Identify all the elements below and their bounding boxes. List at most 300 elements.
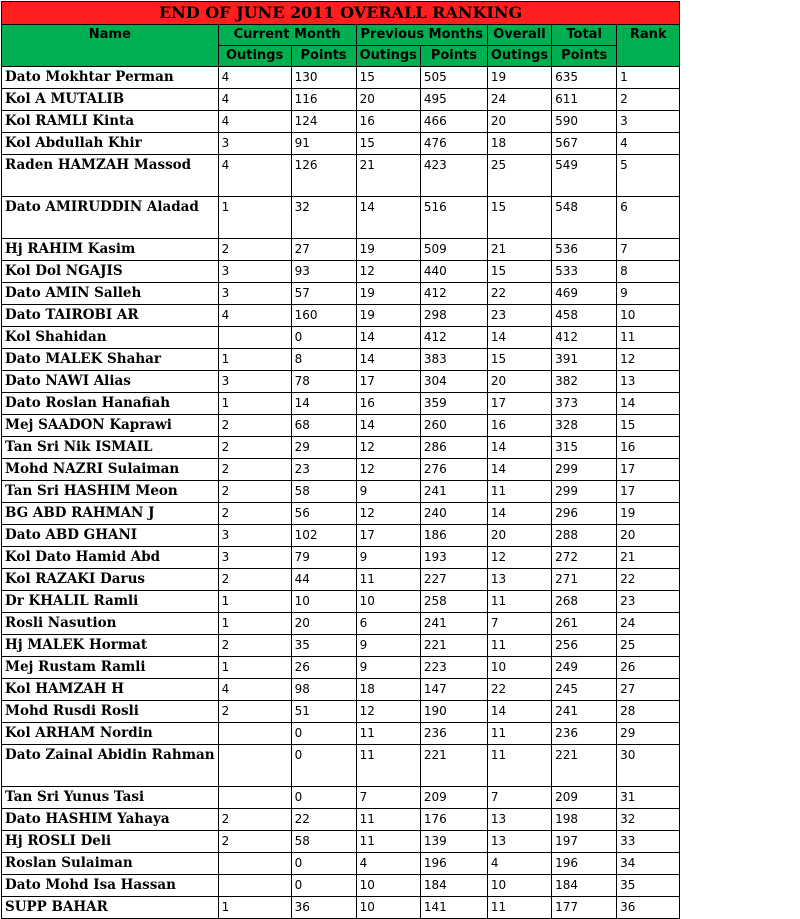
previous-months-points-cell: 412 (420, 327, 487, 349)
table-row (2, 415, 680, 437)
table-row (2, 591, 680, 613)
table-row (2, 679, 680, 701)
table-row (2, 133, 680, 155)
player-name-cell: Kol Dol NGAJIS (2, 261, 219, 283)
rank-cell: 28 (617, 701, 680, 723)
current-month-outings-cell: 4 (218, 155, 291, 197)
total-points-cell: 236 (552, 723, 617, 745)
current-month-outings-cell: 2 (218, 415, 291, 437)
previous-months-points-cell: 304 (420, 371, 487, 393)
header-current-month: Current Month (218, 25, 356, 46)
current-month-points-cell: 35 (291, 635, 356, 657)
previous-months-points-cell: 359 (420, 393, 487, 415)
rank-cell: 9 (617, 283, 680, 305)
current-month-points-cell: 8 (291, 349, 356, 371)
overall-outings-cell: 14 (487, 437, 551, 459)
current-month-outings-cell: 2 (218, 809, 291, 831)
player-name-cell: Hj RAHIM Kasim (2, 239, 219, 261)
table-row (2, 349, 680, 371)
rank-cell: 32 (617, 809, 680, 831)
player-name-cell: Dato ABD GHANI (2, 525, 219, 547)
previous-months-points-cell: 440 (420, 261, 487, 283)
current-month-outings-cell: 2 (218, 503, 291, 525)
previous-months-outings-cell: 10 (356, 897, 420, 919)
current-month-outings-cell: 1 (218, 349, 291, 371)
current-month-points-cell: 102 (291, 525, 356, 547)
current-month-points-cell: 57 (291, 283, 356, 305)
overall-outings-cell: 11 (487, 481, 551, 503)
previous-months-points-cell: 209 (420, 787, 487, 809)
total-points-cell: 458 (552, 305, 617, 327)
current-month-outings-cell: 2 (218, 481, 291, 503)
previous-months-outings-cell: 11 (356, 831, 420, 853)
table-row (2, 67, 680, 89)
previous-months-points-cell: 412 (420, 283, 487, 305)
current-month-outings-cell: 2 (218, 831, 291, 853)
previous-months-points-cell: 221 (420, 745, 487, 787)
current-month-points-cell: 56 (291, 503, 356, 525)
player-name-cell: SUPP BAHAR (2, 897, 219, 919)
previous-months-points-cell: 193 (420, 547, 487, 569)
table-row (2, 197, 680, 239)
current-month-outings-cell (218, 745, 291, 787)
previous-months-outings-cell: 12 (356, 503, 420, 525)
current-month-points-cell: 124 (291, 111, 356, 133)
overall-outings-cell: 4 (487, 853, 551, 875)
previous-months-outings-cell: 19 (356, 239, 420, 261)
current-month-outings-cell: 2 (218, 701, 291, 723)
player-name-cell: Dato NAWI Alias (2, 371, 219, 393)
overall-outings-cell: 21 (487, 239, 551, 261)
previous-months-outings-cell: 16 (356, 111, 420, 133)
table-row (2, 897, 680, 919)
total-points-cell: 256 (552, 635, 617, 657)
overall-outings-cell: 14 (487, 503, 551, 525)
total-points-cell: 549 (552, 155, 617, 197)
previous-months-outings-cell: 7 (356, 787, 420, 809)
table-row (2, 613, 680, 635)
total-points-cell: 177 (552, 897, 617, 919)
previous-months-outings-cell: 15 (356, 133, 420, 155)
rank-cell: 7 (617, 239, 680, 261)
overall-outings-cell: 20 (487, 525, 551, 547)
overall-outings-cell: 11 (487, 591, 551, 613)
total-points-cell: 382 (552, 371, 617, 393)
overall-outings-cell: 7 (487, 613, 551, 635)
rank-cell: 10 (617, 305, 680, 327)
overall-outings-cell: 22 (487, 679, 551, 701)
overall-outings-cell: 19 (487, 67, 551, 89)
player-name-cell: Kol Shahidan (2, 327, 219, 349)
table-row (2, 283, 680, 305)
previous-months-outings-cell: 19 (356, 305, 420, 327)
table-row (2, 305, 680, 327)
overall-outings-cell: 11 (487, 745, 551, 787)
previous-months-points-cell: 258 (420, 591, 487, 613)
previous-months-points-cell: 298 (420, 305, 487, 327)
rank-cell: 16 (617, 437, 680, 459)
overall-outings-cell: 11 (487, 897, 551, 919)
total-points-cell: 197 (552, 831, 617, 853)
header-rank: Rank (617, 25, 680, 67)
header-total-points: Points (552, 46, 617, 67)
current-month-outings-cell: 2 (218, 437, 291, 459)
previous-months-outings-cell: 14 (356, 197, 420, 239)
current-month-outings-cell: 2 (218, 635, 291, 657)
current-month-outings-cell (218, 853, 291, 875)
player-name-cell: Dr KHALIL Ramli (2, 591, 219, 613)
current-month-points-cell: 98 (291, 679, 356, 701)
player-name-cell: Mej SAADON Kaprawi (2, 415, 219, 437)
overall-outings-cell: 25 (487, 155, 551, 197)
overall-outings-cell: 20 (487, 371, 551, 393)
overall-outings-cell: 12 (487, 547, 551, 569)
current-month-outings-cell: 3 (218, 525, 291, 547)
current-month-outings-cell: 4 (218, 679, 291, 701)
overall-outings-cell: 10 (487, 875, 551, 897)
total-points-cell: 567 (552, 133, 617, 155)
current-month-outings-cell (218, 787, 291, 809)
rank-cell: 25 (617, 635, 680, 657)
current-month-points-cell: 78 (291, 371, 356, 393)
current-month-points-cell: 26 (291, 657, 356, 679)
total-points-cell: 299 (552, 481, 617, 503)
total-points-cell: 249 (552, 657, 617, 679)
overall-outings-cell: 15 (487, 261, 551, 283)
player-name-cell: Mohd NAZRI Sulaiman (2, 459, 219, 481)
overall-outings-cell: 13 (487, 831, 551, 853)
total-points-cell: 196 (552, 853, 617, 875)
table-row (2, 111, 680, 133)
previous-months-outings-cell: 17 (356, 525, 420, 547)
current-month-points-cell: 0 (291, 723, 356, 745)
player-name-cell: Kol A MUTALIB (2, 89, 219, 111)
current-month-outings-cell: 1 (218, 657, 291, 679)
rank-cell: 31 (617, 787, 680, 809)
current-month-outings-cell: 3 (218, 133, 291, 155)
current-month-points-cell: 0 (291, 875, 356, 897)
player-name-cell: Hj MALEK Hormat (2, 635, 219, 657)
previous-months-outings-cell: 11 (356, 745, 420, 787)
previous-months-outings-cell: 11 (356, 809, 420, 831)
rank-cell: 24 (617, 613, 680, 635)
overall-outings-cell: 11 (487, 723, 551, 745)
player-name-cell: Raden HAMZAH Massod (2, 155, 219, 197)
total-points-cell: 299 (552, 459, 617, 481)
previous-months-points-cell: 190 (420, 701, 487, 723)
previous-months-points-cell: 186 (420, 525, 487, 547)
rank-cell: 6 (617, 197, 680, 239)
rank-cell: 11 (617, 327, 680, 349)
rank-cell: 4 (617, 133, 680, 155)
overall-outings-cell: 13 (487, 569, 551, 591)
previous-months-outings-cell: 9 (356, 635, 420, 657)
previous-months-points-cell: 509 (420, 239, 487, 261)
current-month-outings-cell (218, 327, 291, 349)
previous-months-points-cell: 141 (420, 897, 487, 919)
player-name-cell: Tan Sri HASHIM Meon (2, 481, 219, 503)
table-row (2, 239, 680, 261)
player-name-cell: Dato Roslan Hanafiah (2, 393, 219, 415)
header-overall-outings: Outings (487, 46, 551, 67)
player-name-cell: Kol Abdullah Khir (2, 133, 219, 155)
current-month-points-cell: 23 (291, 459, 356, 481)
header-pm-points: Points (420, 46, 487, 67)
previous-months-points-cell: 236 (420, 723, 487, 745)
current-month-points-cell: 36 (291, 897, 356, 919)
current-month-points-cell: 58 (291, 831, 356, 853)
rank-cell: 3 (617, 111, 680, 133)
overall-outings-cell: 18 (487, 133, 551, 155)
previous-months-points-cell: 476 (420, 133, 487, 155)
total-points-cell: 209 (552, 787, 617, 809)
rank-cell: 20 (617, 525, 680, 547)
rank-cell: 27 (617, 679, 680, 701)
previous-months-points-cell: 223 (420, 657, 487, 679)
previous-months-points-cell: 495 (420, 89, 487, 111)
total-points-cell: 261 (552, 613, 617, 635)
current-month-points-cell: 51 (291, 701, 356, 723)
previous-months-outings-cell: 11 (356, 569, 420, 591)
header-name: Name (2, 25, 219, 67)
current-month-outings-cell: 2 (218, 569, 291, 591)
rank-cell: 13 (617, 371, 680, 393)
total-points-cell: 373 (552, 393, 617, 415)
previous-months-points-cell: 196 (420, 853, 487, 875)
overall-outings-cell: 7 (487, 787, 551, 809)
previous-months-points-cell: 221 (420, 635, 487, 657)
rank-cell: 19 (617, 503, 680, 525)
table-row (2, 371, 680, 393)
total-points-cell: 288 (552, 525, 617, 547)
previous-months-points-cell: 176 (420, 809, 487, 831)
rank-cell: 5 (617, 155, 680, 197)
current-month-outings-cell: 2 (218, 459, 291, 481)
rank-cell: 17 (617, 459, 680, 481)
player-name-cell: Dato Mohd Isa Hassan (2, 875, 219, 897)
player-name-cell: Dato HASHIM Yahaya (2, 809, 219, 831)
rank-cell: 30 (617, 745, 680, 787)
current-month-outings-cell: 1 (218, 197, 291, 239)
rank-cell: 2 (617, 89, 680, 111)
previous-months-points-cell: 241 (420, 613, 487, 635)
rank-cell: 22 (617, 569, 680, 591)
rank-cell: 34 (617, 853, 680, 875)
table-row (2, 89, 680, 111)
current-month-points-cell: 0 (291, 787, 356, 809)
total-points-cell: 412 (552, 327, 617, 349)
sheet-title: END OF JUNE 2011 OVERALL RANKING (2, 2, 680, 25)
rank-cell: 35 (617, 875, 680, 897)
previous-months-outings-cell: 10 (356, 875, 420, 897)
current-month-points-cell: 0 (291, 853, 356, 875)
table-row (2, 547, 680, 569)
total-points-cell: 635 (552, 67, 617, 89)
total-points-cell: 198 (552, 809, 617, 831)
total-points-cell: 272 (552, 547, 617, 569)
previous-months-points-cell: 423 (420, 155, 487, 197)
header-previous-months: Previous Months (356, 25, 487, 46)
current-month-points-cell: 0 (291, 327, 356, 349)
current-month-points-cell: 91 (291, 133, 356, 155)
current-month-points-cell: 116 (291, 89, 356, 111)
rank-cell: 26 (617, 657, 680, 679)
previous-months-outings-cell: 18 (356, 679, 420, 701)
overall-outings-cell: 20 (487, 111, 551, 133)
total-points-cell: 611 (552, 89, 617, 111)
previous-months-points-cell: 184 (420, 875, 487, 897)
total-points-cell: 221 (552, 745, 617, 787)
player-name-cell: Roslan Sulaiman (2, 853, 219, 875)
player-name-cell: Tan Sri Nik ISMAIL (2, 437, 219, 459)
previous-months-points-cell: 227 (420, 569, 487, 591)
current-month-points-cell: 22 (291, 809, 356, 831)
previous-months-points-cell: 139 (420, 831, 487, 853)
rank-cell: 15 (617, 415, 680, 437)
current-month-outings-cell: 3 (218, 283, 291, 305)
rank-cell: 36 (617, 897, 680, 919)
total-points-cell: 548 (552, 197, 617, 239)
previous-months-points-cell: 241 (420, 481, 487, 503)
current-month-outings-cell: 3 (218, 261, 291, 283)
current-month-outings-cell: 2 (218, 239, 291, 261)
table-row (2, 327, 680, 349)
table-row (2, 831, 680, 853)
total-points-cell: 271 (552, 569, 617, 591)
previous-months-outings-cell: 9 (356, 481, 420, 503)
table-row (2, 701, 680, 723)
table-row (2, 569, 680, 591)
header-pm-outings: Outings (356, 46, 420, 67)
table-row (2, 459, 680, 481)
rank-cell: 17 (617, 481, 680, 503)
total-points-cell: 268 (552, 591, 617, 613)
player-name-cell: Kol ARHAM Nordin (2, 723, 219, 745)
current-month-outings-cell: 4 (218, 89, 291, 111)
overall-outings-cell: 17 (487, 393, 551, 415)
player-name-cell: Hj ROSLI Deli (2, 831, 219, 853)
total-points-cell: 391 (552, 349, 617, 371)
total-points-cell: 533 (552, 261, 617, 283)
current-month-points-cell: 79 (291, 547, 356, 569)
table-row (2, 261, 680, 283)
overall-outings-cell: 14 (487, 459, 551, 481)
current-month-points-cell: 130 (291, 67, 356, 89)
previous-months-outings-cell: 9 (356, 547, 420, 569)
player-name-cell: Mohd Rusdi Rosli (2, 701, 219, 723)
current-month-outings-cell: 1 (218, 393, 291, 415)
previous-months-outings-cell: 16 (356, 393, 420, 415)
previous-months-outings-cell: 11 (356, 723, 420, 745)
current-month-points-cell: 27 (291, 239, 356, 261)
overall-outings-cell: 13 (487, 809, 551, 831)
overall-outings-cell: 14 (487, 327, 551, 349)
current-month-points-cell: 68 (291, 415, 356, 437)
total-points-cell: 296 (552, 503, 617, 525)
current-month-outings-cell: 4 (218, 67, 291, 89)
rank-cell: 1 (617, 67, 680, 89)
current-month-points-cell: 32 (291, 197, 356, 239)
previous-months-points-cell: 147 (420, 679, 487, 701)
total-points-cell: 184 (552, 875, 617, 897)
previous-months-outings-cell: 12 (356, 437, 420, 459)
previous-months-outings-cell: 17 (356, 371, 420, 393)
previous-months-outings-cell: 12 (356, 701, 420, 723)
previous-months-outings-cell: 14 (356, 327, 420, 349)
player-name-cell: Kol RAMLI Kinta (2, 111, 219, 133)
table-row (2, 393, 680, 415)
previous-months-points-cell: 260 (420, 415, 487, 437)
current-month-points-cell: 10 (291, 591, 356, 613)
current-month-outings-cell (218, 723, 291, 745)
previous-months-outings-cell: 12 (356, 459, 420, 481)
total-points-cell: 241 (552, 701, 617, 723)
total-points-cell: 315 (552, 437, 617, 459)
previous-months-outings-cell: 10 (356, 591, 420, 613)
previous-months-outings-cell: 15 (356, 67, 420, 89)
table-row (2, 503, 680, 525)
current-month-points-cell: 0 (291, 745, 356, 787)
current-month-points-cell: 29 (291, 437, 356, 459)
previous-months-points-cell: 383 (420, 349, 487, 371)
overall-outings-cell: 24 (487, 89, 551, 111)
current-month-outings-cell: 4 (218, 305, 291, 327)
player-name-cell: Kol RAZAKI Darus (2, 569, 219, 591)
previous-months-outings-cell: 21 (356, 155, 420, 197)
table-row (2, 745, 680, 787)
rank-cell: 12 (617, 349, 680, 371)
table-row (2, 525, 680, 547)
total-points-cell: 590 (552, 111, 617, 133)
previous-months-points-cell: 286 (420, 437, 487, 459)
ranking-table (1, 1, 680, 919)
rank-cell: 21 (617, 547, 680, 569)
previous-months-outings-cell: 14 (356, 349, 420, 371)
table-row (2, 809, 680, 831)
current-month-outings-cell: 1 (218, 591, 291, 613)
overall-outings-cell: 11 (487, 635, 551, 657)
current-month-points-cell: 93 (291, 261, 356, 283)
rank-cell: 8 (617, 261, 680, 283)
rank-cell: 29 (617, 723, 680, 745)
previous-months-outings-cell: 12 (356, 261, 420, 283)
previous-months-outings-cell: 6 (356, 613, 420, 635)
overall-outings-cell: 16 (487, 415, 551, 437)
current-month-points-cell: 160 (291, 305, 356, 327)
player-name-cell: Dato AMIRUDDIN Aladad (2, 197, 219, 239)
table-row (2, 155, 680, 197)
table-row (2, 853, 680, 875)
table-row (2, 481, 680, 503)
overall-outings-cell: 15 (487, 197, 551, 239)
overall-outings-cell: 10 (487, 657, 551, 679)
previous-months-outings-cell: 14 (356, 415, 420, 437)
current-month-outings-cell: 3 (218, 371, 291, 393)
overall-outings-cell: 14 (487, 701, 551, 723)
current-month-points-cell: 58 (291, 481, 356, 503)
total-points-cell: 536 (552, 239, 617, 261)
player-name-cell: Rosli Nasution (2, 613, 219, 635)
current-month-outings-cell: 4 (218, 111, 291, 133)
previous-months-points-cell: 505 (420, 67, 487, 89)
rank-cell: 14 (617, 393, 680, 415)
player-name-cell: Dato Zainal Abidin Rahman (2, 745, 219, 787)
current-month-outings-cell: 3 (218, 547, 291, 569)
player-name-cell: Kol Dato Hamid Abd (2, 547, 219, 569)
current-month-points-cell: 44 (291, 569, 356, 591)
previous-months-points-cell: 276 (420, 459, 487, 481)
player-name-cell: Dato TAIROBI AR (2, 305, 219, 327)
